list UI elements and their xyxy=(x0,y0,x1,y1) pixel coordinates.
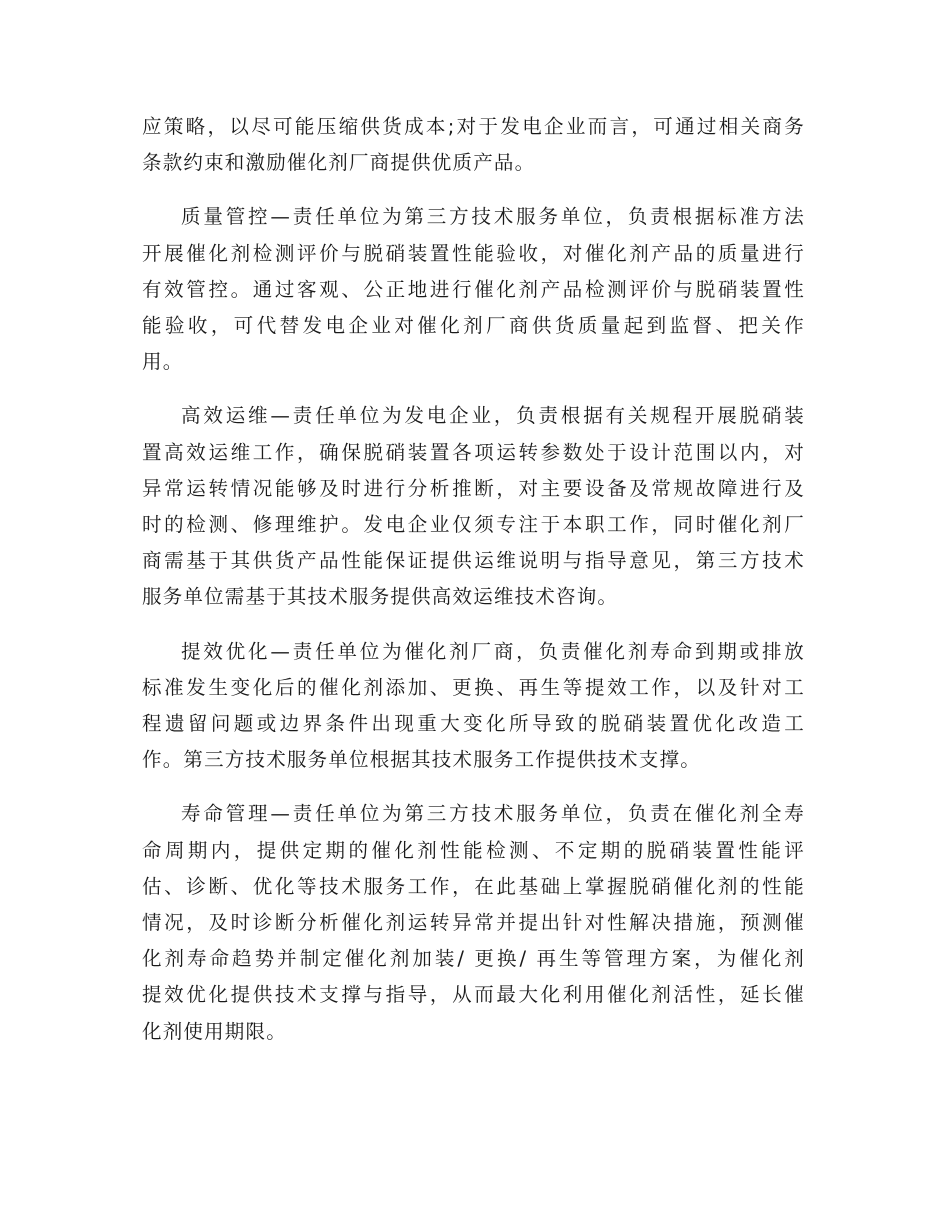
paragraph-line: 条款约束和激励催化剂厂商提供优质产品。 xyxy=(142,151,536,175)
paragraph-line: 情况，及时诊断分析催化剂运转异常并提出针对性解决措施，预测催 xyxy=(142,911,805,935)
paragraph-line: 寿命管理—责任单位为第三方技术服务单位，负责在催化剂全寿 xyxy=(181,802,805,826)
paragraph-line: 置高效运维工作，确保脱硝装置各项运转参数处于设计范围以内，对 xyxy=(142,440,805,464)
paragraph-line: 命周期内，提供定期的催化剂性能检测、不定期的脱硝装置性能评 xyxy=(142,838,805,862)
paragraph-line: 化剂使用期限。 xyxy=(142,1019,287,1043)
paragraph-line: 标准发生变化后的催化剂添加、更换、再生等提效工作，以及针对工 xyxy=(142,675,805,699)
paragraph-line: 服务单位需基于其技术服务提供高效运维技术咨询。 xyxy=(142,585,619,609)
paragraph-line: 应策略，以尽可能压缩供货成本;对于发电企业而言，可通过相关商务 xyxy=(142,115,805,138)
paragraph-line: 用。 xyxy=(142,350,184,374)
paragraph-line: 能验收，可代替发电企业对催化剂厂商供货质量起到监督、把关作 xyxy=(142,314,805,338)
paragraph-line: 提效优化提供技术支撑与指导，从而最大化利用催化剂活性，延长催 xyxy=(142,983,805,1007)
paragraph-line: 估、诊断、优化等技术服务工作，在此基础上掌握脱硝催化剂的性能 xyxy=(142,874,805,898)
paragraph-line: 异常运转情况能够及时进行分析推断，对主要设备及常规故障进行及 xyxy=(142,476,805,500)
paragraph-quality-control xyxy=(142,199,805,380)
paragraph-line: 作。第三方技术服务单位根据其技术服务工作提供技术支撑。 xyxy=(142,748,701,772)
paragraph-efficiency-optimization xyxy=(142,634,805,779)
paragraph-line: 质量管控—责任单位为第三方技术服务单位，负责根据标准方法 xyxy=(181,205,805,229)
paragraph-line: 高效运维—责任单位为发电企业，负责根据有关规程开展脱硝装 xyxy=(181,404,805,428)
paragraph-line: 有效管控。通过客观、公正地进行催化剂产品检测评价与脱硝装置性 xyxy=(142,277,805,301)
paragraph-line: 时的检测、修理维护。发电企业仅须专注于本职工作，同时催化剂厂 xyxy=(142,513,805,537)
document-body xyxy=(142,109,805,1068)
paragraph-line: 开展催化剂检测评价与脱硝装置性能验收，对催化剂产品的质量进行 xyxy=(142,241,805,265)
paragraph-1 xyxy=(142,109,805,181)
paragraph-line: 提效优化—责任单位为催化剂厂商，负责催化剂寿命到期或排放 xyxy=(181,639,805,663)
paragraph-line: 程遗留问题或边界条件出现重大变化所导致的脱硝装置优化改造工 xyxy=(142,712,805,736)
paragraph-line: 商需基于其供货产品性能保证提供运维说明与指导意见，第三方技术 xyxy=(142,549,805,573)
paragraph-lifetime-management xyxy=(142,796,805,1049)
paragraph-efficient-operation xyxy=(142,398,805,615)
paragraph-line: 化剂寿命趋势并制定催化剂加装/ 更换/ 再生等管理方案，为催化剂 xyxy=(142,947,805,971)
